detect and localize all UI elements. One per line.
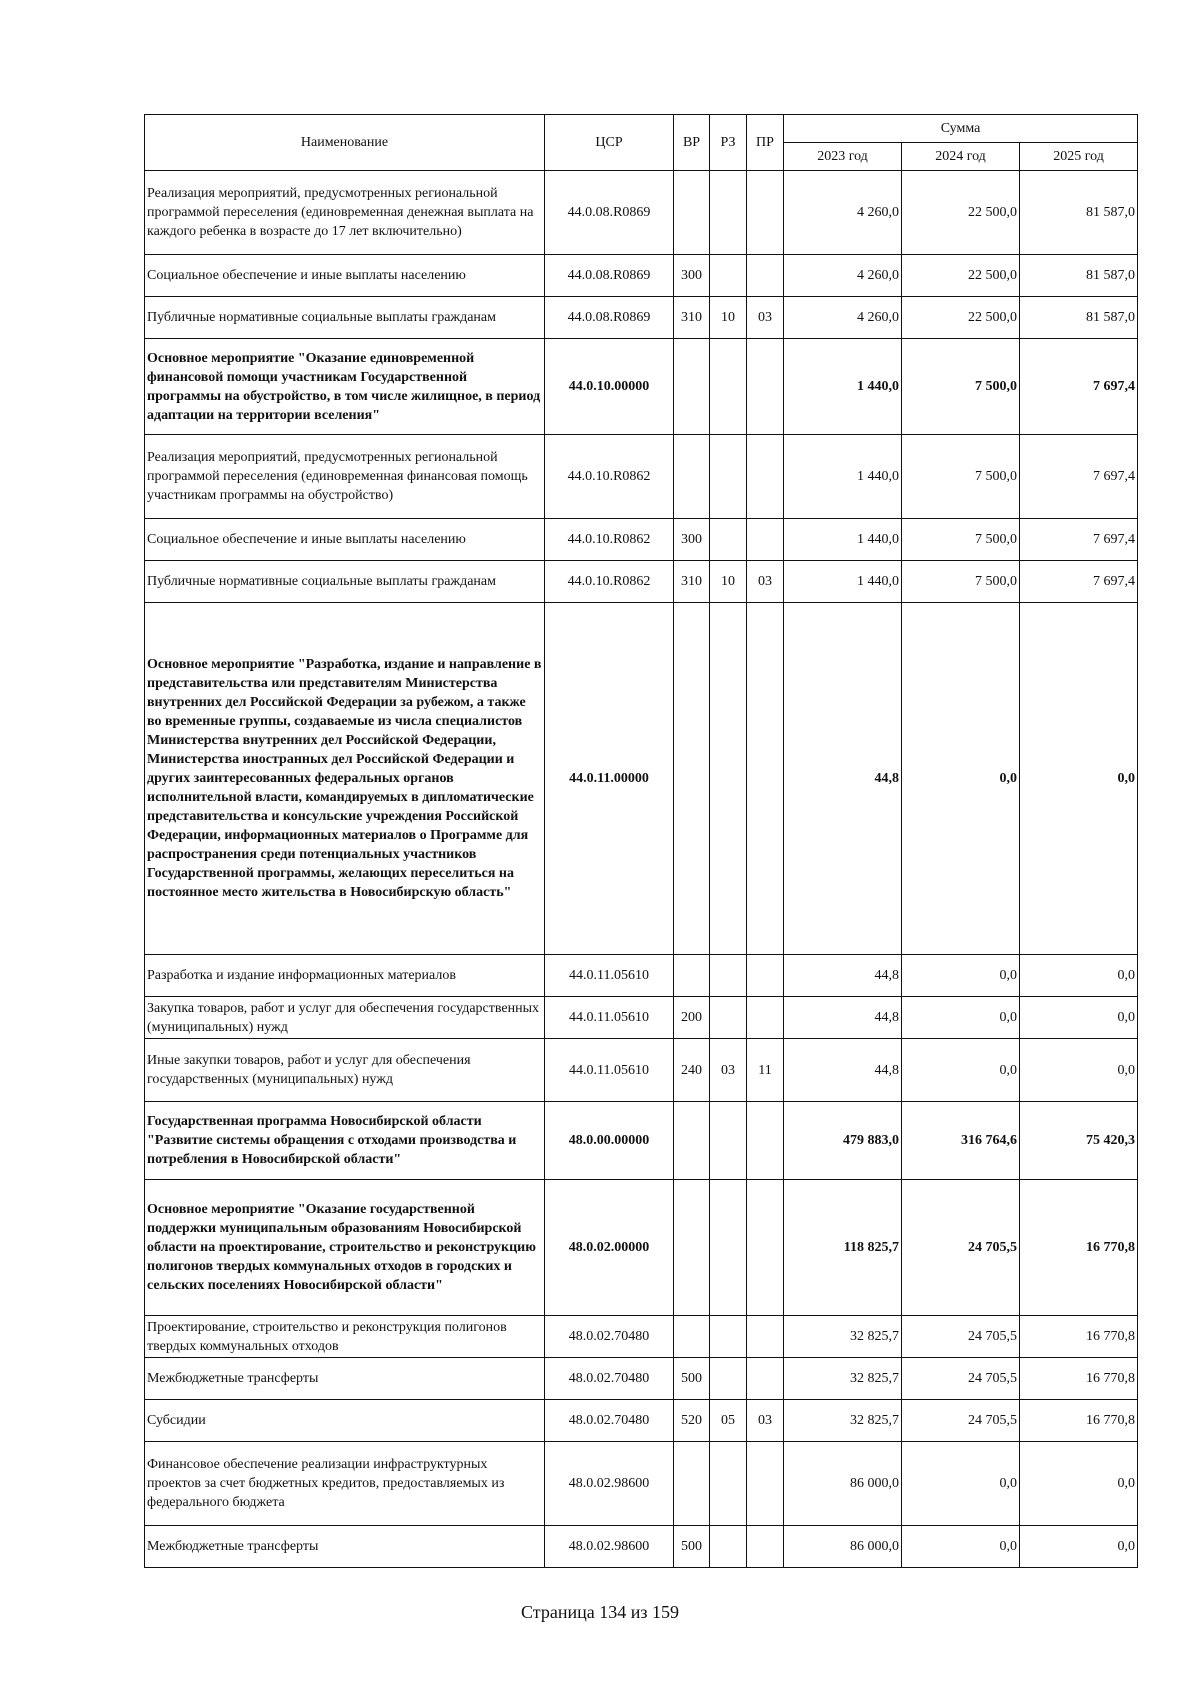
row-amount-2023: 44,8 [784, 955, 902, 997]
row-amount-2025: 16 770,8 [1020, 1358, 1138, 1400]
row-name: Публичные нормативные социальные выплаты гражданам [145, 297, 545, 339]
row-vr: 310 [674, 561, 710, 603]
row-rz: 05 [710, 1400, 747, 1442]
row-amount-2024: 0,0 [902, 1039, 1020, 1102]
header-year-2024: 2024 год [902, 143, 1020, 171]
row-amount-2023: 86 000,0 [784, 1526, 902, 1568]
row-amount-2024: 7 500,0 [902, 519, 1020, 561]
row-amount-2024: 7 500,0 [902, 561, 1020, 603]
row-name: Основное мероприятие "Оказание единовременной финансовой помощи участникам Государственной программы на обустройство, в том числе жилищное, в период адаптации на территории вселения" [145, 339, 545, 435]
row-rz [710, 1316, 747, 1358]
row-rz [710, 603, 747, 955]
row-vr: 200 [674, 997, 710, 1039]
budget-table [144, 114, 1138, 1568]
row-amount-2025: 0,0 [1020, 1039, 1138, 1102]
row-amount-2025: 0,0 [1020, 997, 1138, 1039]
row-amount-2023: 1 440,0 [784, 519, 902, 561]
row-rz [710, 1358, 747, 1400]
row-pr: 11 [747, 1039, 784, 1102]
header-sum: Сумма [784, 115, 1138, 143]
row-name: Проектирование, строительство и реконструкция полигонов твердых коммунальных отходов [145, 1316, 545, 1358]
row-pr: 03 [747, 561, 784, 603]
row-amount-2024: 24 705,5 [902, 1358, 1020, 1400]
row-name: Иные закупки товаров, работ и услуг для обеспечения государственных (муниципальных) нужд [145, 1039, 545, 1102]
row-name: Основное мероприятие "Разработка, издание и направление в представительства или представителям Министерства внутренних дел Российской Федерации за рубежом, а также во временные группы, создаваемые из числа специалистов Министерства внутренних дел Российской Федерации, Министерства иностранных дел Российской Федерации и других заинтересованных федеральных органов исполнительной власти, командируемых в дипломатические представительства и консульские учреждения Российской Федерации, информационных материалов о Программе для распространения среди потенциальных участников Государственной программы, желающих переселиться на постоянное место жительства в Новосибирскую область" [145, 603, 545, 955]
row-amount-2023: 4 260,0 [784, 297, 902, 339]
row-rz [710, 255, 747, 297]
row-pr [747, 1102, 784, 1180]
row-csr: 44.0.08.R0869 [545, 297, 674, 339]
row-rz [710, 339, 747, 435]
row-csr: 48.0.00.00000 [545, 1102, 674, 1180]
row-amount-2025: 81 587,0 [1020, 255, 1138, 297]
row-rz: 10 [710, 297, 747, 339]
header-rz: РЗ [710, 115, 747, 171]
row-amount-2023: 1 440,0 [784, 561, 902, 603]
row-pr [747, 435, 784, 519]
table-row [145, 1358, 1138, 1400]
row-amount-2023: 32 825,7 [784, 1400, 902, 1442]
row-amount-2023: 32 825,7 [784, 1358, 902, 1400]
row-pr: 03 [747, 297, 784, 339]
row-vr: 300 [674, 519, 710, 561]
table-row [145, 1039, 1138, 1102]
row-name: Межбюджетные трансферты [145, 1526, 545, 1568]
row-pr [747, 1358, 784, 1400]
row-name: Реализация мероприятий, предусмотренных региональной программой переселения (единовременная денежная выплата на каждого ребенка в возрасте до 17 лет включительно) [145, 171, 545, 255]
row-amount-2023: 44,8 [784, 997, 902, 1039]
row-amount-2025: 75 420,3 [1020, 1102, 1138, 1180]
table-row [145, 603, 1138, 955]
row-amount-2025: 7 697,4 [1020, 519, 1138, 561]
row-amount-2024: 0,0 [902, 1442, 1020, 1526]
row-vr [674, 1102, 710, 1180]
row-pr [747, 339, 784, 435]
row-amount-2025: 16 770,8 [1020, 1400, 1138, 1442]
row-amount-2023: 44,8 [784, 603, 902, 955]
table-row [145, 297, 1138, 339]
row-csr: 48.0.02.98600 [545, 1526, 674, 1568]
row-csr: 48.0.02.70480 [545, 1358, 674, 1400]
row-amount-2024: 316 764,6 [902, 1102, 1020, 1180]
header-csr: ЦСР [545, 115, 674, 171]
row-pr [747, 255, 784, 297]
row-vr [674, 1180, 710, 1316]
row-csr: 48.0.02.70480 [545, 1316, 674, 1358]
row-amount-2023: 86 000,0 [784, 1442, 902, 1526]
table-row [145, 1180, 1138, 1316]
row-amount-2023: 4 260,0 [784, 171, 902, 255]
row-amount-2023: 4 260,0 [784, 255, 902, 297]
row-csr: 44.0.11.05610 [545, 955, 674, 997]
row-pr [747, 955, 784, 997]
row-amount-2025: 0,0 [1020, 1526, 1138, 1568]
table-row [145, 1316, 1138, 1358]
row-amount-2025: 7 697,4 [1020, 561, 1138, 603]
row-amount-2023: 1 440,0 [784, 339, 902, 435]
row-name: Финансовое обеспечение реализации инфраструктурных проектов за счет бюджетных кредитов, предоставляемых из федерального бюджета [145, 1442, 545, 1526]
row-csr: 44.0.11.05610 [545, 1039, 674, 1102]
row-amount-2024: 22 500,0 [902, 297, 1020, 339]
row-amount-2024: 24 705,5 [902, 1180, 1020, 1316]
row-name: Субсидии [145, 1400, 545, 1442]
row-pr [747, 997, 784, 1039]
row-name: Социальное обеспечение и иные выплаты населению [145, 519, 545, 561]
row-csr: 44.0.11.00000 [545, 603, 674, 955]
table-row [145, 1102, 1138, 1180]
row-amount-2023: 32 825,7 [784, 1316, 902, 1358]
row-rz [710, 1526, 747, 1568]
row-amount-2024: 7 500,0 [902, 435, 1020, 519]
row-csr: 48.0.02.98600 [545, 1442, 674, 1526]
row-name: Основное мероприятие "Оказание государственной поддержки муниципальным образованиям Новосибирской области на проектирование, строительство и реконструкцию полигонов твердых коммунальных отходов в городских и сельских поселениях Новосибирской области" [145, 1180, 545, 1316]
row-amount-2025: 81 587,0 [1020, 297, 1138, 339]
row-name: Межбюджетные трансферты [145, 1358, 545, 1400]
row-vr [674, 171, 710, 255]
row-vr [674, 955, 710, 997]
row-csr: 48.0.02.70480 [545, 1400, 674, 1442]
table-row [145, 1442, 1138, 1526]
table-row [145, 339, 1138, 435]
row-vr [674, 435, 710, 519]
row-amount-2024: 0,0 [902, 1526, 1020, 1568]
row-pr [747, 171, 784, 255]
row-amount-2025: 7 697,4 [1020, 435, 1138, 519]
row-name: Разработка и издание информационных материалов [145, 955, 545, 997]
row-name: Закупка товаров, работ и услуг для обеспечения государственных (муниципальных) нужд [145, 997, 545, 1039]
header-name: Наименование [145, 115, 545, 171]
row-amount-2023: 1 440,0 [784, 435, 902, 519]
row-name: Публичные нормативные социальные выплаты гражданам [145, 561, 545, 603]
row-amount-2025: 7 697,4 [1020, 339, 1138, 435]
row-csr: 44.0.10.00000 [545, 339, 674, 435]
table-row [145, 435, 1138, 519]
row-vr: 240 [674, 1039, 710, 1102]
row-vr: 310 [674, 297, 710, 339]
row-rz [710, 171, 747, 255]
row-csr: 44.0.10.R0862 [545, 519, 674, 561]
row-rz [710, 435, 747, 519]
row-amount-2025: 16 770,8 [1020, 1316, 1138, 1358]
header-year-2023: 2023 год [784, 143, 902, 171]
row-pr [747, 1526, 784, 1568]
row-amount-2025: 81 587,0 [1020, 171, 1138, 255]
row-amount-2024: 0,0 [902, 997, 1020, 1039]
row-name: Реализация мероприятий, предусмотренных региональной программой переселения (единовременная финансовая помощь участникам программы на обустройство) [145, 435, 545, 519]
table-row [145, 997, 1138, 1039]
row-vr: 300 [674, 255, 710, 297]
row-rz [710, 1442, 747, 1526]
row-name: Государственная программа Новосибирской области "Развитие системы обращения с отходами производства и потребления в Новосибирской области" [145, 1102, 545, 1180]
row-pr [747, 1316, 784, 1358]
row-vr: 500 [674, 1526, 710, 1568]
table-row [145, 255, 1138, 297]
row-amount-2023: 118 825,7 [784, 1180, 902, 1316]
row-vr: 500 [674, 1358, 710, 1400]
table-row [145, 955, 1138, 997]
row-csr: 44.0.11.05610 [545, 997, 674, 1039]
row-vr: 520 [674, 1400, 710, 1442]
page-number: Страница 134 из 159 [521, 1602, 679, 1622]
row-name: Социальное обеспечение и иные выплаты населению [145, 255, 545, 297]
row-vr [674, 1316, 710, 1358]
row-amount-2024: 24 705,5 [902, 1400, 1020, 1442]
header-pr: ПР [747, 115, 784, 171]
row-amount-2024: 24 705,5 [902, 1316, 1020, 1358]
row-pr [747, 519, 784, 561]
table-row [145, 1526, 1138, 1568]
row-amount-2023: 479 883,0 [784, 1102, 902, 1180]
row-csr: 44.0.08.R0869 [545, 171, 674, 255]
row-csr: 44.0.08.R0869 [545, 255, 674, 297]
row-csr: 48.0.02.00000 [545, 1180, 674, 1316]
row-pr: 03 [747, 1400, 784, 1442]
row-amount-2023: 44,8 [784, 1039, 902, 1102]
row-rz [710, 519, 747, 561]
row-amount-2025: 0,0 [1020, 955, 1138, 997]
row-amount-2025: 0,0 [1020, 1442, 1138, 1526]
row-pr [747, 1180, 784, 1316]
row-vr [674, 603, 710, 955]
row-rz: 03 [710, 1039, 747, 1102]
row-rz [710, 997, 747, 1039]
table-row [145, 1400, 1138, 1442]
table-row [145, 519, 1138, 561]
row-amount-2024: 7 500,0 [902, 339, 1020, 435]
row-csr: 44.0.10.R0862 [545, 435, 674, 519]
row-rz: 10 [710, 561, 747, 603]
row-rz [710, 1180, 747, 1316]
row-amount-2024: 0,0 [902, 955, 1020, 997]
row-amount-2024: 22 500,0 [902, 255, 1020, 297]
row-amount-2025: 0,0 [1020, 603, 1138, 955]
row-amount-2024: 0,0 [902, 603, 1020, 955]
row-rz [710, 955, 747, 997]
row-rz [710, 1102, 747, 1180]
header-vr: ВР [674, 115, 710, 171]
row-vr [674, 339, 710, 435]
row-vr [674, 1442, 710, 1526]
row-pr [747, 1442, 784, 1526]
table-row [145, 561, 1138, 603]
row-csr: 44.0.10.R0862 [545, 561, 674, 603]
row-amount-2024: 22 500,0 [902, 171, 1020, 255]
header-year-2025: 2025 год [1020, 143, 1138, 171]
table-row [145, 171, 1138, 255]
row-amount-2025: 16 770,8 [1020, 1180, 1138, 1316]
row-pr [747, 603, 784, 955]
